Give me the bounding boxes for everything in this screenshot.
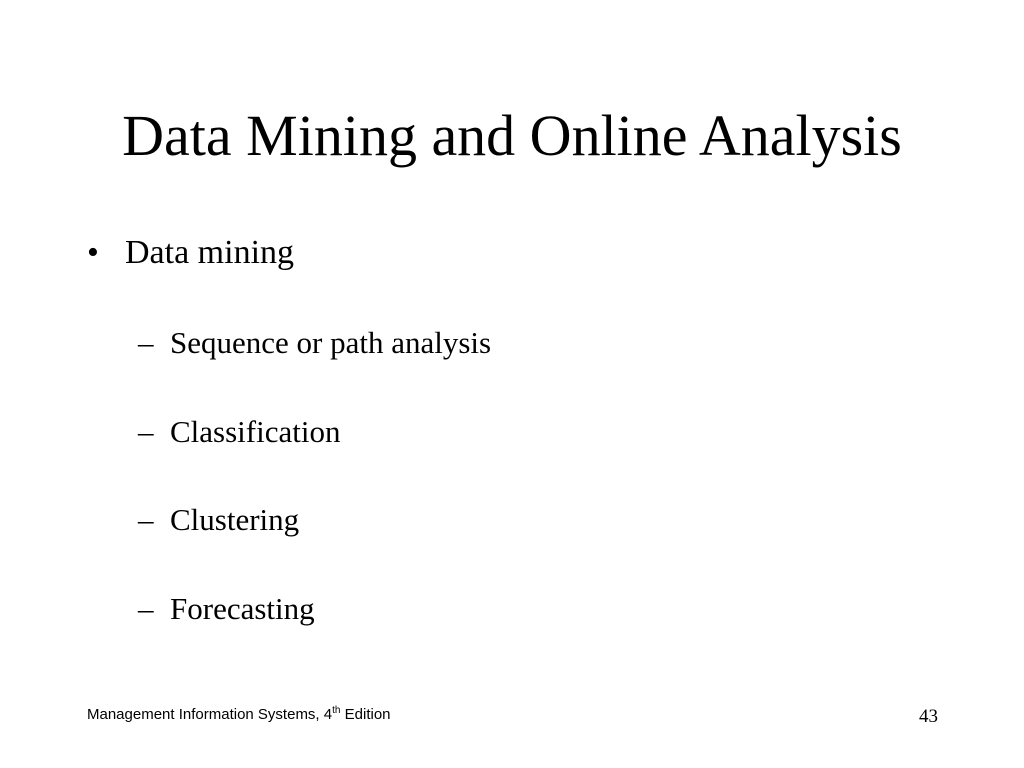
page-number: 43 [919, 706, 938, 727]
footer-text-before: Management Information Systems, 4 [87, 706, 333, 723]
subitem-text: Sequence or path analysis [170, 325, 492, 360]
footer-text-after: Edition [340, 706, 391, 723]
subitem-text: Clustering [170, 502, 300, 537]
subitem-clustering [138, 501, 299, 539]
footer-book-title [87, 705, 391, 725]
bullet-marker: • [87, 234, 99, 271]
slide-title: Data Mining and Online Analysis [122, 103, 902, 168]
subitem-forecasting [138, 590, 315, 628]
dash-marker: – [138, 502, 154, 537]
subitem-text: Forecasting [170, 591, 315, 626]
footer-superscript: th [332, 705, 341, 716]
bullet-text: Data mining [125, 234, 295, 271]
dash-marker: – [138, 325, 154, 360]
subitem-text: Classification [170, 414, 341, 449]
dash-marker: – [138, 414, 154, 449]
bullet-item-data-mining [87, 232, 294, 274]
subitem-classification [138, 413, 340, 451]
dash-marker: – [138, 591, 154, 626]
subitem-sequence-analysis [138, 324, 491, 362]
